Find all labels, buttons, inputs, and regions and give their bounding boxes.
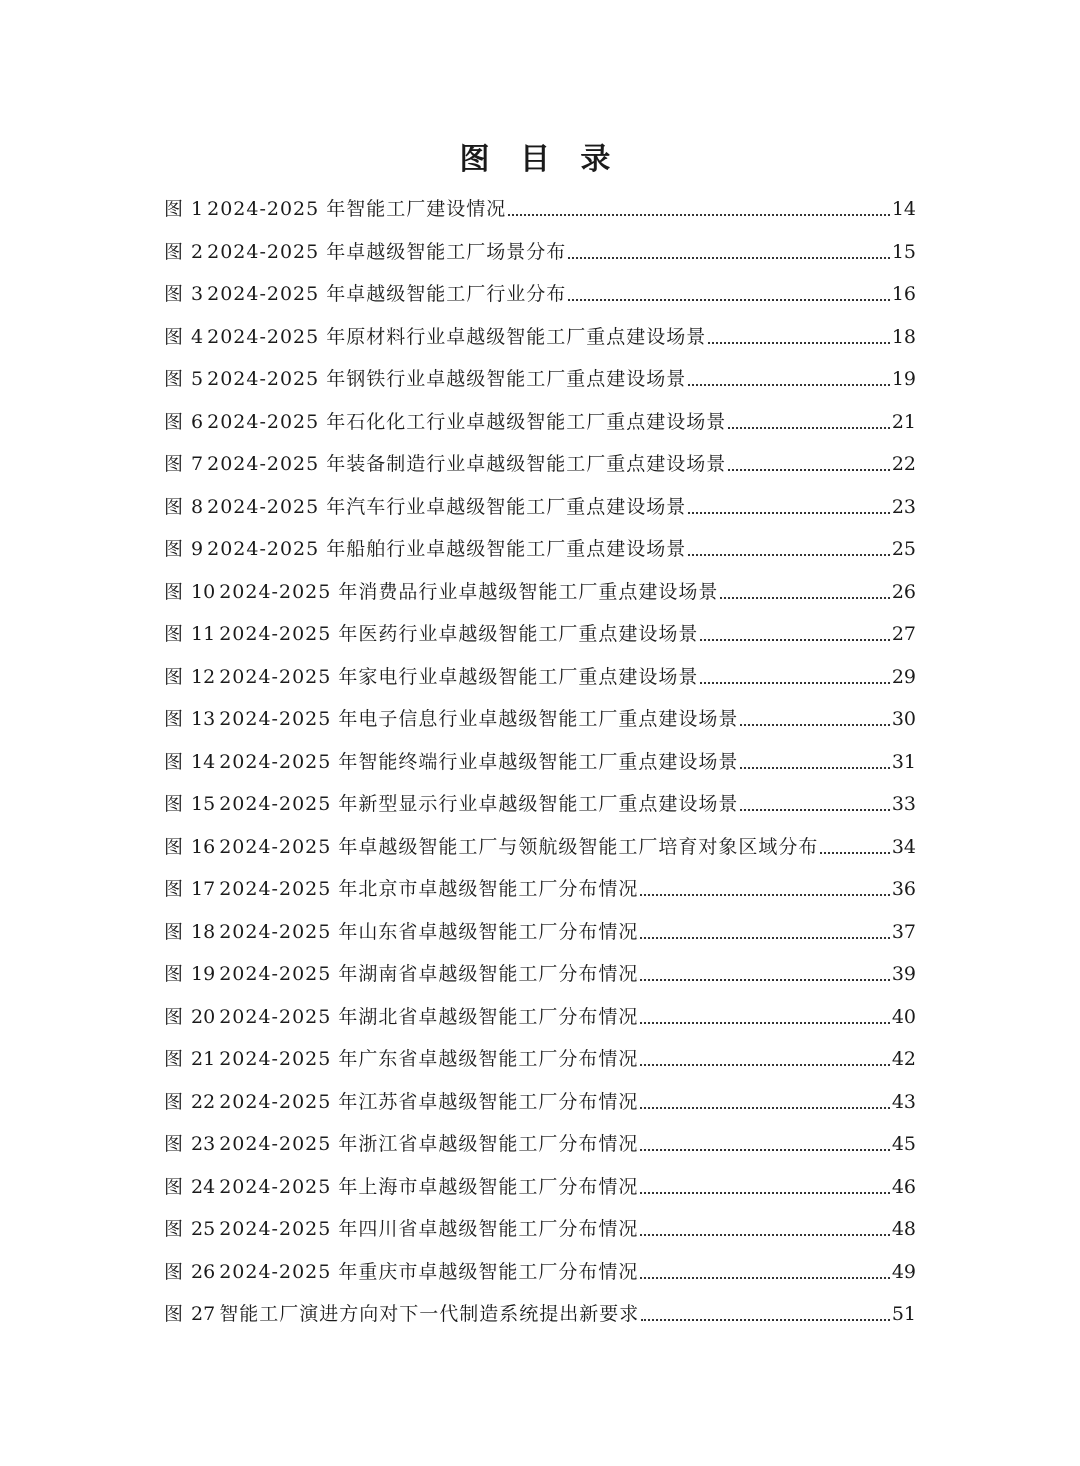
dot-leader	[568, 242, 890, 262]
figure-number: 19	[191, 963, 216, 985]
toc-entry[interactable]	[164, 1038, 916, 1081]
figure-number: 10	[191, 580, 216, 603]
figure-caption: 2024-2025 年浙江省卓越级智能工厂分布情况	[219, 1133, 639, 1155]
figure-label: 图	[164, 963, 184, 985]
page-number: 15	[891, 240, 916, 263]
figure-caption: 2024-2025 年重庆市卓越级智能工厂分布情况	[219, 1260, 639, 1283]
dot-leader	[688, 497, 890, 517]
page-number: 36	[891, 878, 916, 900]
figure-number: 13	[191, 708, 216, 730]
page-number: 51	[891, 1303, 916, 1325]
figure-number: 26	[191, 1260, 216, 1283]
figure-label: 图	[164, 793, 184, 815]
figure-number: 11	[191, 623, 216, 645]
page-number: 39	[891, 963, 916, 985]
page-number: 40	[891, 1005, 916, 1028]
dot-leader	[740, 752, 889, 772]
page-number: 37	[891, 920, 916, 943]
figure-number: 22	[191, 1090, 216, 1113]
figure-label: 图	[164, 240, 184, 263]
toc-entry[interactable]	[164, 1251, 916, 1294]
toc-entry[interactable]	[164, 528, 916, 571]
figure-label: 图	[164, 1218, 184, 1240]
dot-leader	[740, 794, 889, 814]
page-number: 22	[891, 453, 916, 475]
figure-number: 25	[191, 1218, 216, 1240]
dot-leader	[640, 1092, 889, 1112]
figure-label: 图	[164, 453, 184, 475]
toc-entry[interactable]	[164, 358, 916, 401]
page-number: 45	[891, 1133, 916, 1155]
page-number: 48	[891, 1218, 916, 1240]
figure-label: 图	[164, 410, 184, 433]
toc-entry[interactable]	[164, 698, 916, 741]
toc-entry[interactable]	[164, 911, 916, 954]
figure-caption: 2024-2025 年北京市卓越级智能工厂分布情况	[219, 878, 639, 900]
figure-number: 15	[191, 793, 216, 815]
figure-label: 图	[164, 1303, 184, 1325]
figure-label: 图	[164, 283, 184, 305]
dot-leader	[640, 1219, 889, 1239]
figure-number: 14	[191, 750, 216, 773]
figure-label: 图	[164, 1005, 184, 1028]
figure-caption: 2024-2025 年湖南省卓越级智能工厂分布情况	[219, 963, 639, 985]
figure-caption: 2024-2025 年湖北省卓越级智能工厂分布情况	[219, 1005, 639, 1028]
dot-leader	[700, 624, 889, 644]
figure-number: 18	[191, 920, 216, 943]
figure-caption: 2024-2025 年卓越级智能工厂行业分布	[207, 283, 567, 305]
figure-label: 图	[164, 708, 184, 730]
page-number: 46	[891, 1175, 916, 1198]
figure-number: 24	[191, 1175, 216, 1198]
dot-leader	[720, 582, 889, 602]
toc-entry[interactable]	[164, 401, 916, 444]
figure-caption: 2024-2025 年上海市卓越级智能工厂分布情况	[219, 1175, 639, 1198]
toc-entry[interactable]	[164, 741, 916, 784]
figure-label: 图	[164, 580, 184, 603]
figure-number: 23	[191, 1133, 216, 1155]
figure-number: 16	[191, 835, 216, 858]
figure-number: 17	[191, 878, 216, 900]
page-number: 42	[891, 1048, 916, 1070]
toc-entry[interactable]	[164, 826, 916, 869]
toc-entry[interactable]	[164, 486, 916, 529]
dot-leader	[728, 454, 890, 474]
figure-caption: 2024-2025 年原材料行业卓越级智能工厂重点建设场景	[207, 325, 707, 348]
page-number: 23	[891, 495, 916, 518]
toc-entry[interactable]	[164, 1293, 916, 1336]
figure-label: 图	[164, 750, 184, 773]
page-number: 27	[891, 623, 916, 645]
page-number: 16	[891, 283, 916, 305]
figure-number: 5	[191, 368, 204, 390]
dot-leader	[708, 327, 890, 347]
page-number: 29	[891, 665, 916, 688]
figure-label: 图	[164, 835, 184, 858]
toc-entry[interactable]	[164, 868, 916, 911]
dot-leader	[640, 1134, 889, 1154]
toc-entry[interactable]	[164, 443, 916, 486]
figure-label: 图	[164, 1175, 184, 1198]
toc-entry[interactable]	[164, 953, 916, 996]
toc-entry[interactable]	[164, 231, 916, 274]
figure-caption: 2024-2025 年医药行业卓越级智能工厂重点建设场景	[219, 623, 699, 645]
dot-leader	[820, 837, 889, 857]
figure-caption: 2024-2025 年钢铁行业卓越级智能工厂重点建设场景	[207, 368, 687, 390]
dot-leader	[700, 667, 889, 687]
figure-label: 图	[164, 665, 184, 688]
figure-caption: 2024-2025 年装备制造行业卓越级智能工厂重点建设场景	[207, 453, 727, 475]
figure-number: 21	[191, 1048, 216, 1070]
toc-entry[interactable]	[164, 783, 916, 826]
figure-caption: 2024-2025 年新型显示行业卓越级智能工厂重点建设场景	[219, 793, 739, 815]
page-number: 19	[891, 368, 916, 390]
figure-label: 图	[164, 920, 184, 943]
toc-entry[interactable]	[164, 1166, 916, 1209]
page-number: 49	[891, 1260, 916, 1283]
figure-number: 3	[191, 283, 204, 305]
figure-label: 图	[164, 368, 184, 390]
figure-label: 图	[164, 1260, 184, 1283]
figure-number: 20	[191, 1005, 216, 1028]
dot-leader	[640, 879, 889, 899]
toc-entry[interactable]	[164, 188, 916, 231]
figure-number: 6	[191, 410, 204, 433]
figure-caption: 2024-2025 年智能终端行业卓越级智能工厂重点建设场景	[219, 750, 739, 773]
figure-caption: 2024-2025 年智能工厂建设情况	[207, 198, 507, 220]
figure-caption: 2024-2025 年卓越级智能工厂场景分布	[207, 240, 567, 263]
dot-leader	[568, 284, 890, 304]
figure-caption: 2024-2025 年石化化工行业卓越级智能工厂重点建设场景	[207, 410, 727, 433]
toc-entry[interactable]	[164, 316, 916, 359]
page-number: 14	[891, 198, 916, 220]
dot-leader	[641, 1304, 890, 1324]
page-title: 图 目 录	[459, 142, 621, 177]
figure-label: 图	[164, 325, 184, 348]
figure-caption: 2024-2025 年广东省卓越级智能工厂分布情况	[219, 1048, 639, 1070]
figure-number: 9	[191, 538, 204, 560]
dot-leader	[640, 1177, 889, 1197]
figure-label: 图	[164, 623, 184, 645]
dot-leader	[640, 1007, 889, 1027]
figure-caption: 2024-2025 年消费品行业卓越级智能工厂重点建设场景	[219, 580, 719, 603]
page-number: 21	[891, 410, 916, 433]
toc-entry[interactable]	[164, 1208, 916, 1251]
page-number: 34	[891, 835, 916, 858]
dot-leader	[728, 412, 890, 432]
page-number: 31	[891, 750, 916, 773]
figure-label: 图	[164, 1133, 184, 1155]
figure-caption: 2024-2025 年卓越级智能工厂与领航级智能工厂培育对象区域分布	[219, 835, 819, 858]
figure-number: 2	[191, 240, 204, 263]
figure-label: 图	[164, 538, 184, 560]
dot-leader	[740, 709, 889, 729]
page-number: 18	[891, 325, 916, 348]
figure-number: 8	[191, 495, 204, 518]
figure-number: 1	[191, 198, 204, 220]
figure-caption: 智能工厂演进方向对下一代制造系统提出新要求	[219, 1303, 640, 1325]
figure-caption: 2024-2025 年四川省卓越级智能工厂分布情况	[219, 1218, 639, 1240]
figure-toc-list	[164, 188, 916, 1336]
dot-leader	[640, 1262, 889, 1282]
figure-label: 图	[164, 198, 184, 220]
toc-entry[interactable]	[164, 1081, 916, 1124]
dot-leader	[640, 964, 889, 984]
figure-label: 图	[164, 1048, 184, 1070]
toc-entry[interactable]	[164, 613, 916, 656]
figure-caption: 2024-2025 年江苏省卓越级智能工厂分布情况	[219, 1090, 639, 1113]
figure-number: 7	[191, 453, 204, 475]
page-number: 26	[891, 580, 916, 603]
dot-leader	[688, 369, 890, 389]
toc-entry[interactable]	[164, 656, 916, 699]
figure-number: 4	[191, 325, 204, 348]
figure-caption: 2024-2025 年汽车行业卓越级智能工厂重点建设场景	[207, 495, 687, 518]
dot-leader	[688, 539, 890, 559]
figure-caption: 2024-2025 年电子信息行业卓越级智能工厂重点建设场景	[219, 708, 739, 730]
page-number: 30	[891, 708, 916, 730]
figure-label: 图	[164, 1090, 184, 1113]
figure-caption: 2024-2025 年船舶行业卓越级智能工厂重点建设场景	[207, 538, 687, 560]
dot-leader	[640, 922, 889, 942]
figure-caption: 2024-2025 年家电行业卓越级智能工厂重点建设场景	[219, 665, 699, 688]
page-number: 43	[891, 1090, 916, 1113]
figure-label: 图	[164, 878, 184, 900]
toc-entry[interactable]	[164, 996, 916, 1039]
figure-number: 27	[191, 1303, 216, 1325]
figure-label: 图	[164, 495, 184, 518]
figure-number: 12	[191, 665, 216, 688]
figure-caption: 2024-2025 年山东省卓越级智能工厂分布情况	[219, 920, 639, 943]
toc-entry[interactable]	[164, 571, 916, 614]
dot-leader	[508, 199, 890, 219]
toc-entry[interactable]	[164, 273, 916, 316]
page-number: 25	[891, 538, 916, 560]
dot-leader	[640, 1049, 889, 1069]
page-number: 33	[891, 793, 916, 815]
toc-entry[interactable]	[164, 1123, 916, 1166]
